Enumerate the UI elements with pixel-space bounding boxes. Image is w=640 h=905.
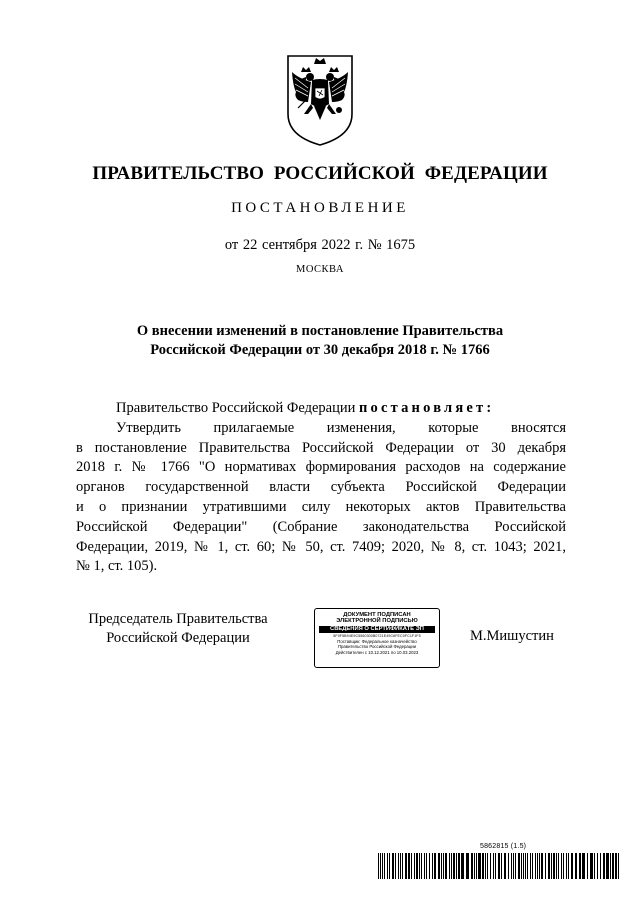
barcode-bar xyxy=(441,853,442,879)
esign-issuer: Поставщик: Федеральное казначейство xyxy=(337,638,417,644)
barcode-bar xyxy=(429,853,430,879)
barcode-bar xyxy=(525,853,526,879)
barcode-bar xyxy=(501,853,502,879)
body-line: в постановление Правительства Российской Федерации от 30 декабря xyxy=(76,439,566,456)
barcode-bar xyxy=(395,853,396,879)
barcode-bar xyxy=(551,853,552,879)
barcode-bar xyxy=(568,853,569,879)
signatory-name: М.Мишустин xyxy=(470,628,554,644)
barcode-bar xyxy=(523,853,524,879)
barcode-bar xyxy=(575,853,577,879)
barcode-bar xyxy=(535,853,536,879)
barcode-bar xyxy=(495,853,496,879)
barcode-bar xyxy=(612,853,614,879)
barcode-bar xyxy=(532,853,533,879)
barcode-bar xyxy=(566,853,567,879)
barcode-bar xyxy=(530,853,531,879)
barcode-bar xyxy=(485,853,486,879)
barcode-bar xyxy=(600,853,601,879)
barcode-bar xyxy=(518,853,520,879)
barcode-bar xyxy=(405,853,407,879)
barcode-bar xyxy=(443,853,444,879)
barcode-bar xyxy=(553,853,555,879)
barcode-bar xyxy=(571,853,573,879)
barcode-bar xyxy=(561,853,562,879)
barcode-bar xyxy=(426,853,427,879)
body-line: 2018 г. № 1766 "О нормативах формирования расходов на содержание xyxy=(76,459,566,476)
esign-heading-line-1: ДОКУМЕНТ ПОДПИСАН xyxy=(343,612,411,618)
barcode-bar xyxy=(537,853,538,879)
subject-line-1: О внесении изменений в постановление Правительства xyxy=(136,323,504,339)
body-line: № 1, ст. 105). xyxy=(76,558,158,575)
barcode-bar xyxy=(466,853,469,879)
barcode-bar xyxy=(382,853,383,879)
barcode-bar xyxy=(513,853,514,879)
barcode-bar xyxy=(424,853,425,879)
government-title: ПРАВИТЕЛЬСТВО РОССИЙСКОЙ ФЕДЕРАЦИИ xyxy=(92,163,548,184)
barcode-bar xyxy=(521,853,522,879)
barcode-bar xyxy=(432,853,433,879)
body-line: и о признании утратившими силу некоторых актов Правительства xyxy=(76,498,566,515)
signatory-position-line-2: Российской Федерации xyxy=(106,630,250,646)
barcode-bar xyxy=(378,853,379,879)
barcode-bar xyxy=(453,853,455,879)
document-city: МОСКВА xyxy=(296,264,344,275)
decree-verb: постановляет: xyxy=(358,400,495,416)
barcode-bar xyxy=(461,853,464,879)
barcode-bar xyxy=(411,853,412,879)
barcode-bar xyxy=(563,853,564,879)
barcode-bar xyxy=(511,853,512,879)
subject-line-2: Российской Федерации от 30 декабря 2018 г. № 1766 xyxy=(150,342,490,358)
barcode-bar xyxy=(451,853,452,879)
barcode-bar xyxy=(414,853,415,879)
barcode-bar xyxy=(445,853,447,879)
barcode-bar xyxy=(476,853,477,879)
barcode-bar xyxy=(597,853,598,879)
barcode-bar xyxy=(384,853,385,879)
barcode-bar xyxy=(419,853,420,879)
electronic-signature-stamp xyxy=(314,608,440,668)
barcode-bar xyxy=(579,853,581,879)
body-line: Российской Федерации" (Собрание законодательства Российской xyxy=(76,518,566,535)
barcode-bar xyxy=(493,853,494,879)
barcode-bar xyxy=(392,853,394,879)
barcode xyxy=(378,853,620,879)
barcode-bar xyxy=(458,853,460,879)
barcode-bar xyxy=(545,853,546,879)
signatory-position-line-1: Председатель Правительства xyxy=(88,611,268,627)
signatory-position xyxy=(78,610,278,648)
barcode-bar xyxy=(527,853,528,879)
body-line: Федерации, 2019, № 1, ст. 60; № 50, ст. 7409; 2020, № 8, ст. 1043; 2021, xyxy=(76,538,566,555)
document-body xyxy=(76,399,566,577)
coat-of-arms-emblem xyxy=(284,52,356,148)
preamble-line xyxy=(76,399,566,419)
barcode-bar xyxy=(416,853,418,879)
body-line: органов государственной власти субъекта Российской Федерации xyxy=(76,479,566,496)
barcode-bar xyxy=(402,853,403,879)
barcode-bar xyxy=(438,853,440,879)
barcode-bar xyxy=(398,853,399,879)
barcode-bar xyxy=(487,853,488,879)
barcode-bar xyxy=(582,853,585,879)
barcode-bar xyxy=(618,853,619,879)
esign-certificate-bar: СВЕДЕНИЯ О СЕРТИФИКАТЕ ЭП xyxy=(319,626,435,633)
barcode-bar xyxy=(558,853,559,879)
document-subject xyxy=(90,322,550,360)
barcode-bar xyxy=(508,853,509,879)
barcode-bar xyxy=(603,853,605,879)
barcode-bar xyxy=(498,853,500,879)
barcode-bar xyxy=(478,853,481,879)
barcode-bar xyxy=(456,853,457,879)
esign-certificate-number: 5F0F5B94E9C5560300B0721E49C6FEC0FC1F1F5 xyxy=(333,633,421,638)
document-type: ПОСТАНОВЛЕНИЕ xyxy=(231,200,409,216)
barcode-bar xyxy=(504,853,506,879)
barcode-bar xyxy=(610,853,611,879)
barcode-bar xyxy=(587,853,588,879)
document-reference-number: 5862815 (1.5) xyxy=(480,843,527,850)
barcode-bar xyxy=(548,853,550,879)
barcode-bar xyxy=(408,853,410,879)
barcode-bar xyxy=(590,853,593,879)
barcode-bar xyxy=(389,853,390,879)
document-date-number: от 22 сентября 2022 г. № 1675 xyxy=(224,237,416,253)
barcode-bar xyxy=(615,853,617,879)
barcode-bar xyxy=(539,853,540,879)
barcode-bar xyxy=(556,853,557,879)
barcode-bar xyxy=(434,853,436,879)
esign-heading-line-2: ЭЛЕКТРОННОЙ ПОДПИСЬЮ xyxy=(336,618,418,625)
barcode-bar xyxy=(490,853,491,879)
barcode-bar xyxy=(449,853,450,879)
barcode-bar xyxy=(594,853,595,879)
barcode-bar xyxy=(541,853,543,879)
barcode-bar xyxy=(471,853,473,879)
barcode-bar xyxy=(400,853,401,879)
barcode-bar xyxy=(606,853,609,879)
preamble-prefix: Правительство Российской Федерации xyxy=(116,400,359,416)
barcode-bar xyxy=(474,853,475,879)
esign-validity: Действителен с 10.12.2021 по 10.03.2023 xyxy=(335,650,419,655)
esign-owner: Правительство Российской Федерации xyxy=(337,644,417,650)
barcode-bar xyxy=(387,853,388,879)
barcode-bar xyxy=(482,853,484,879)
barcode-bar xyxy=(380,853,381,879)
body-line: Утвердить прилагаемые изменения, которые вносятся xyxy=(116,419,566,436)
barcode-bar xyxy=(515,853,516,879)
barcode-bar xyxy=(421,853,422,879)
